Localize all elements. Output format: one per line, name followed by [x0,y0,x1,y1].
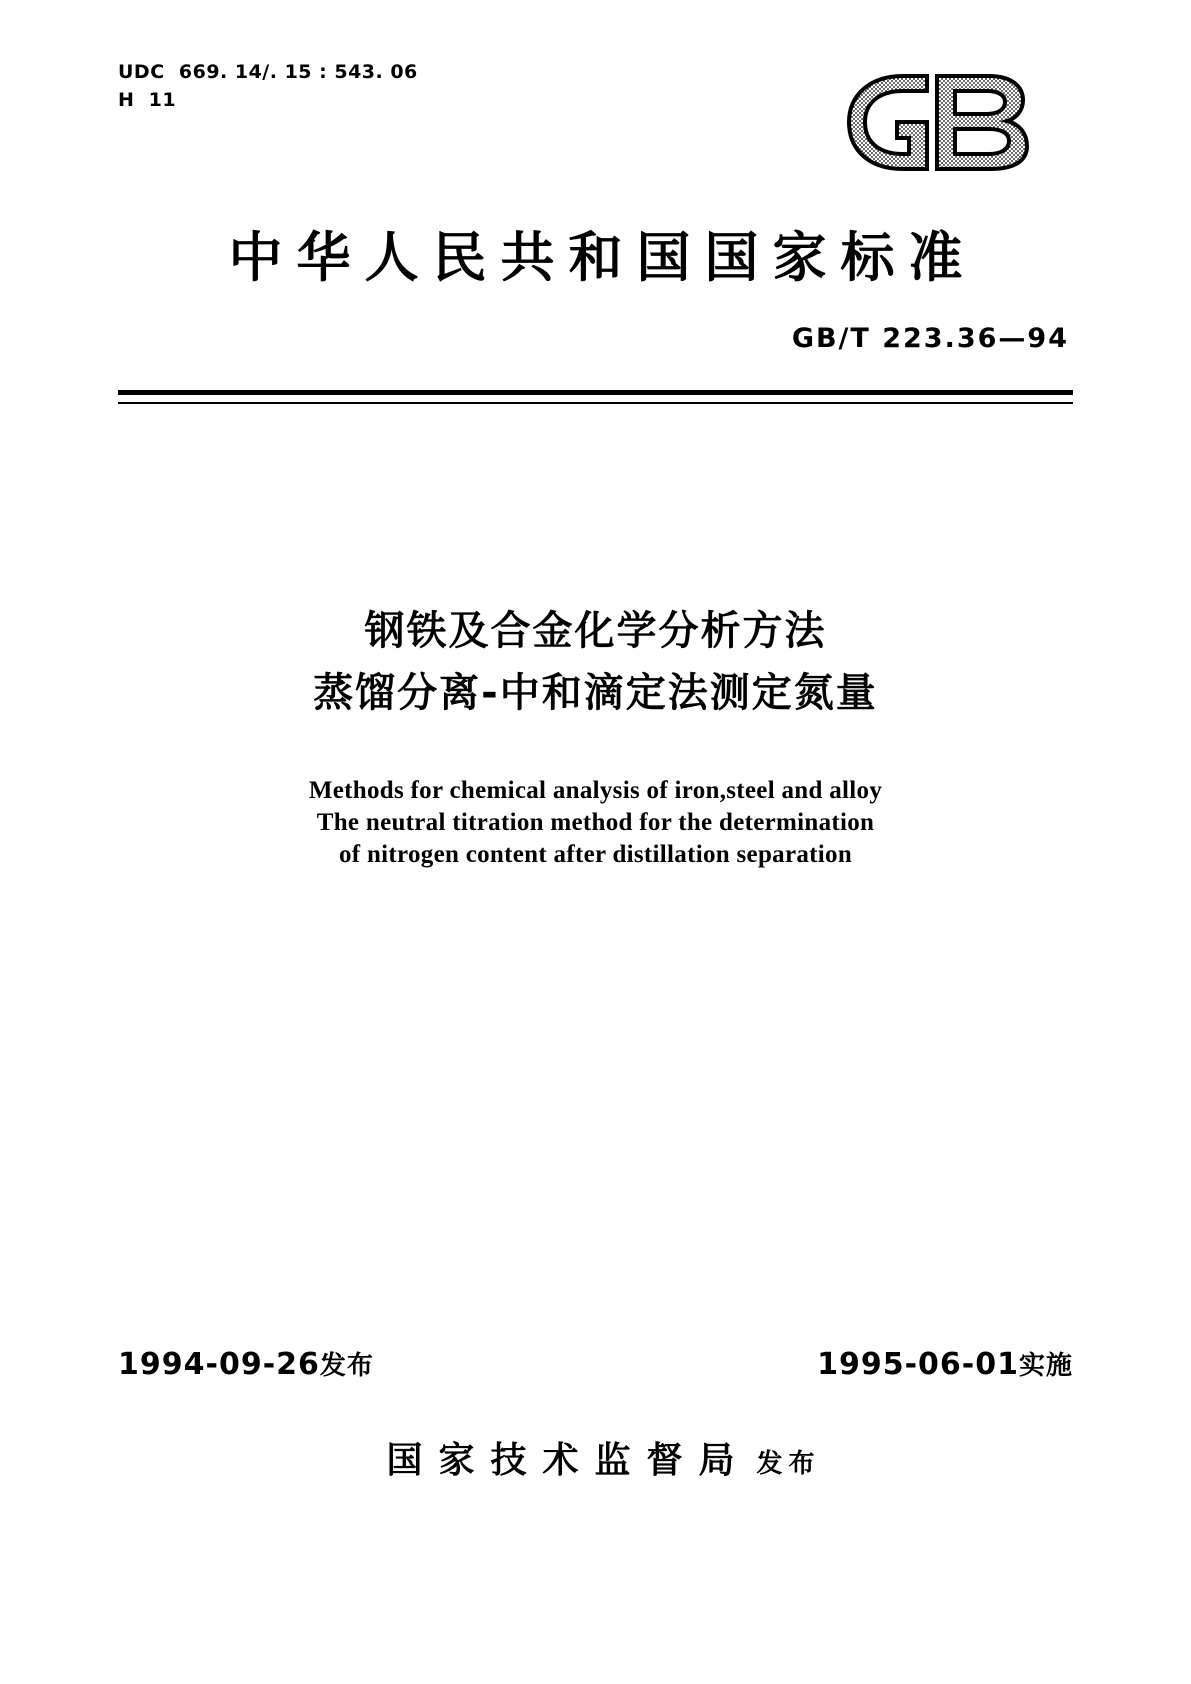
title-en-line-1: Methods for chemical analysis of iron,steel and alloy [308,777,883,804]
gb-logo-icon [841,70,1056,175]
title-en-line-3: of nitrogen content after distillation separation [338,841,853,868]
publisher-organization: 国家技术监督局 [386,1440,751,1481]
divider-thick [118,390,1073,395]
national-standard-heading: 中华人民共和国国家标准 [228,226,977,289]
title-cn-line-1: 钢铁及合金化学分析方法 [364,608,827,654]
publisher-line [0,1432,1191,1483]
divider-thin [118,402,1073,404]
issue-date-label: 发布 [319,1351,374,1381]
issue-date [118,1345,374,1382]
classification-code: H 11 [118,89,177,111]
document-title-cn [0,600,1191,724]
publisher-verb: 发布 [756,1449,821,1479]
issue-date-value: 1994-09-26 [118,1347,320,1382]
title-en-line-2: The neutral titration method for the determination [316,809,875,836]
implementation-date-label: 实施 [1018,1351,1073,1381]
udc-code-block [118,58,418,114]
document-title-en [0,775,1191,871]
title-cn-line-2: 蒸馏分离-中和滴定法测定氮量 [313,670,878,716]
implementation-date [817,1345,1073,1382]
udc-code: UDC 669. 14/. 15 : 543. 06 [118,61,418,83]
implementation-date-value: 1995-06-01 [817,1347,1019,1382]
standard-number: GB/T 223.36—94 [791,323,1069,354]
